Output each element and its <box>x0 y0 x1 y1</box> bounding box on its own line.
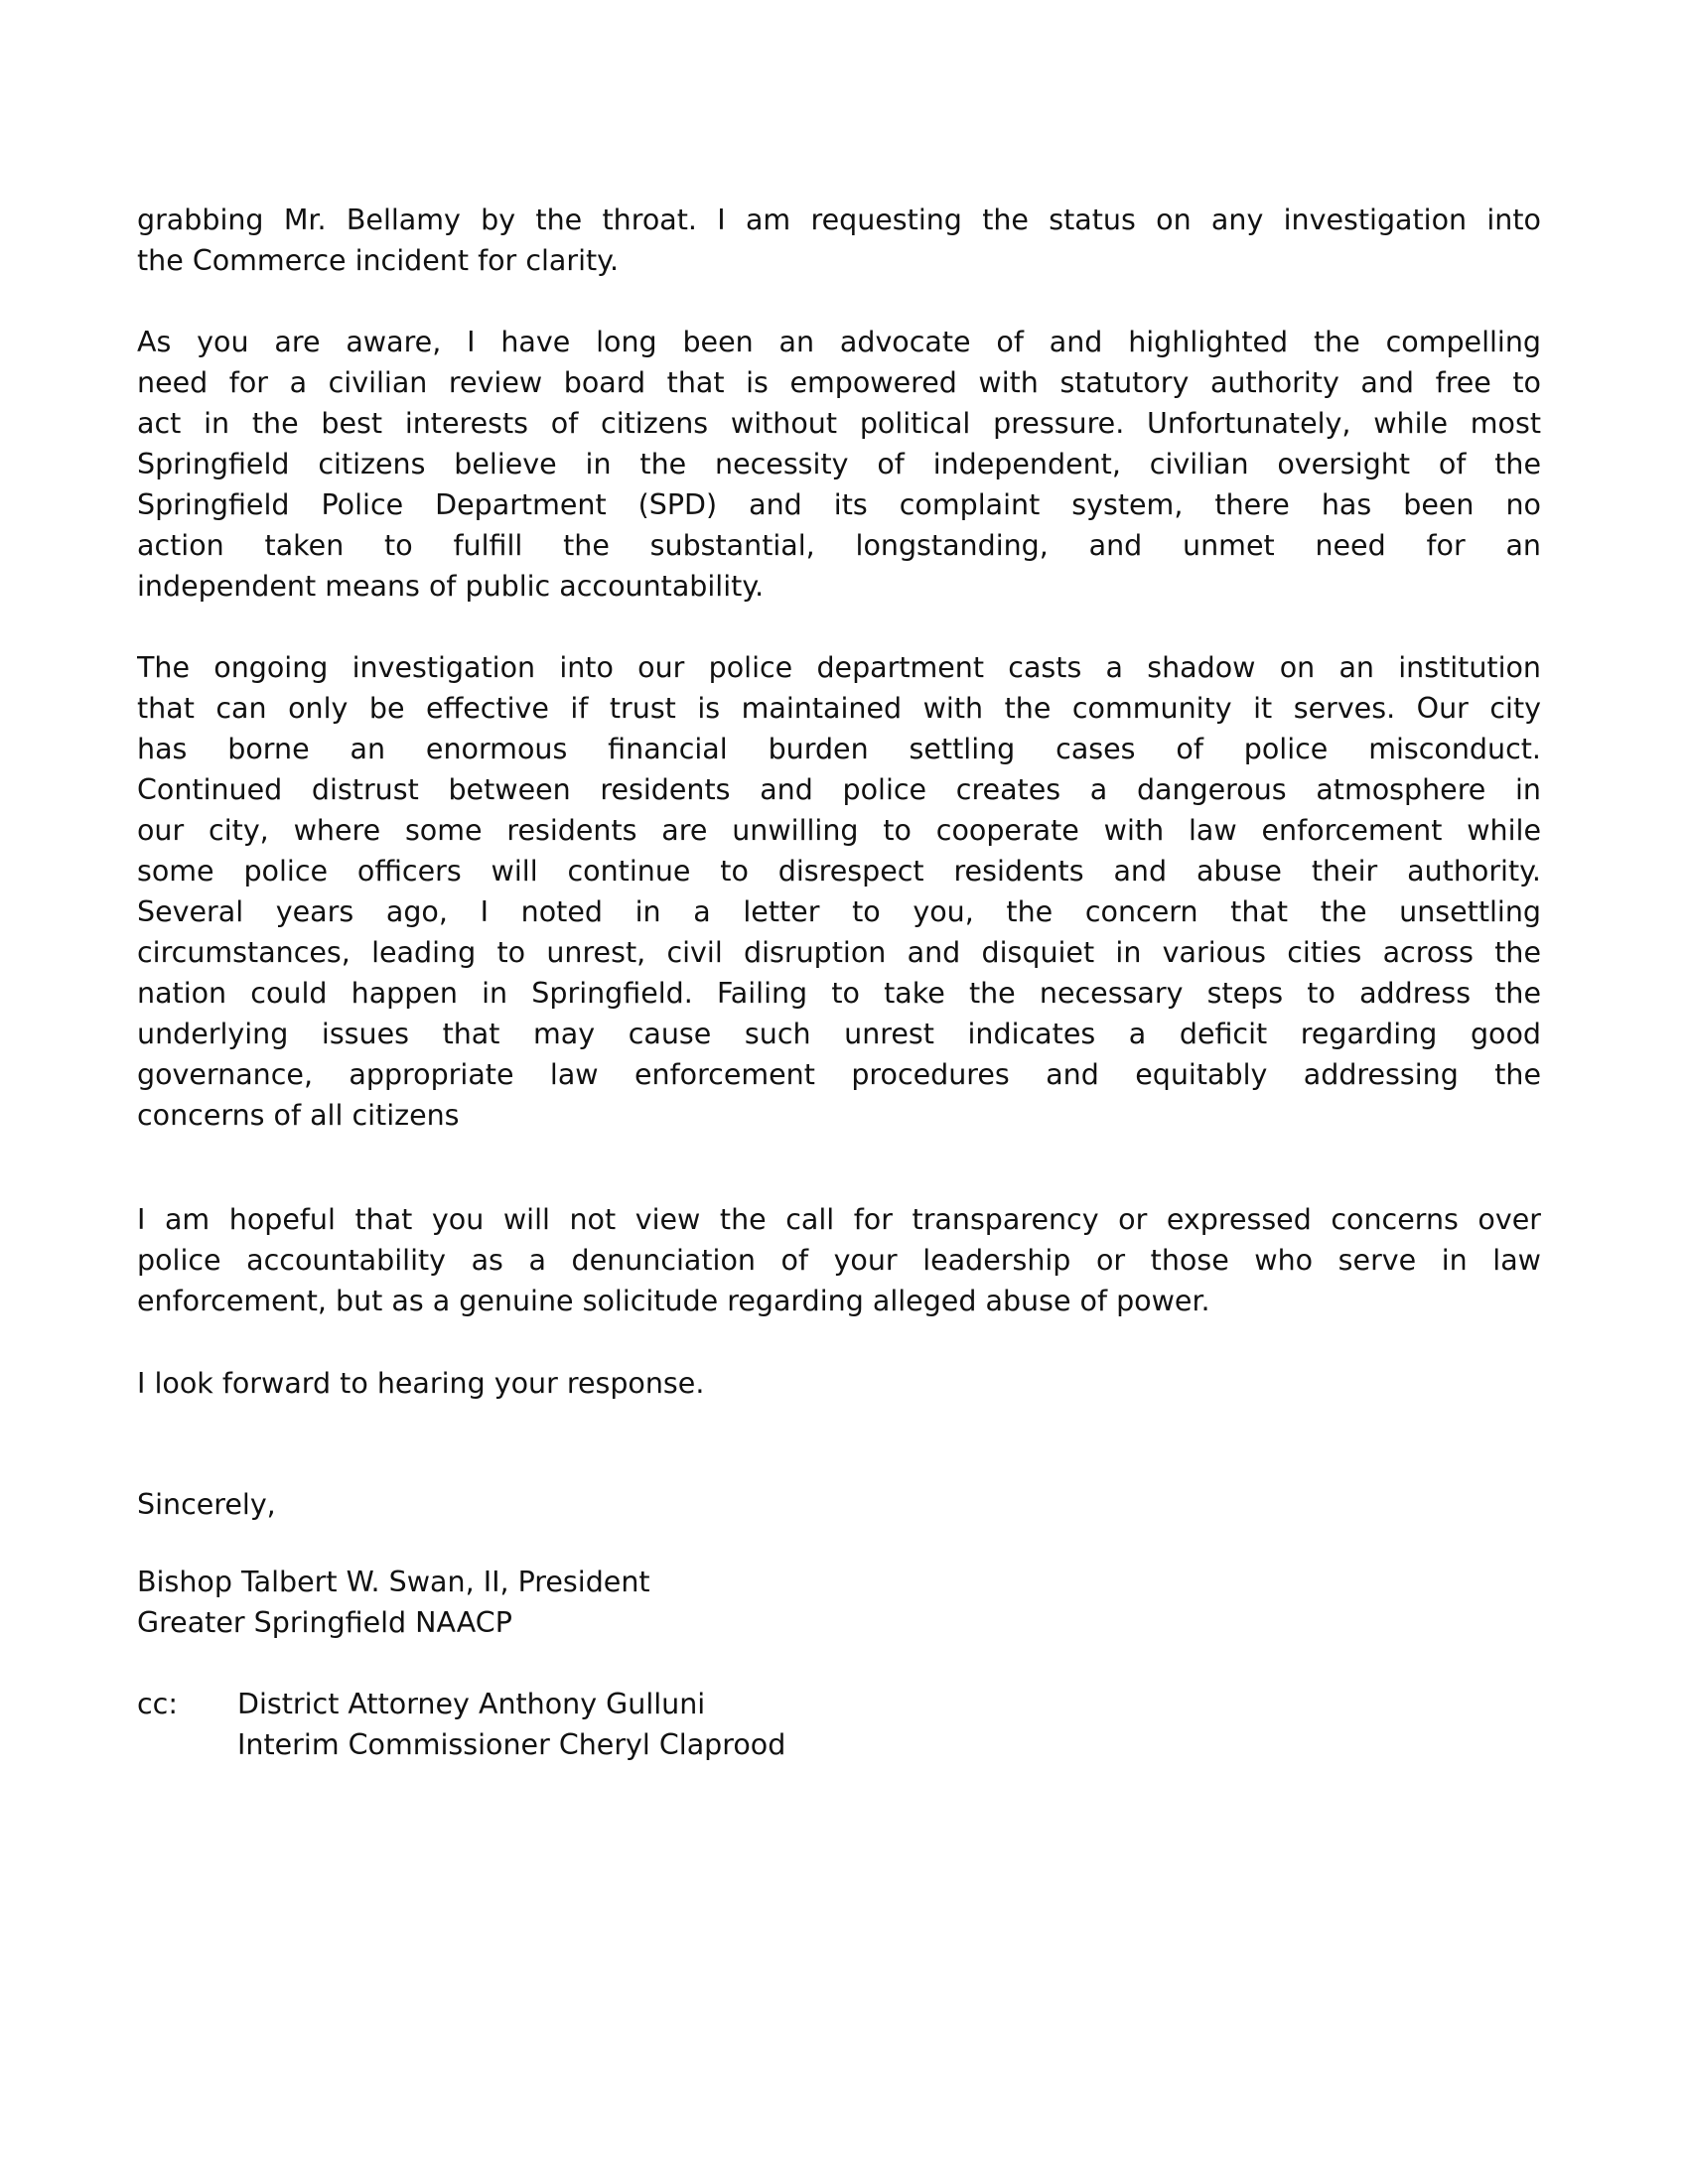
cc-recipient: Interim Commissioner Cheryl Claprood <box>237 1728 786 1761</box>
paragraph-line: concerns of all citizens <box>137 1099 460 1132</box>
paragraph-line: independent means of public accountability. <box>137 570 765 603</box>
paragraph-line: some police officers will continue to disrespect residents and abuse their authority. <box>137 855 1541 887</box>
paragraph-line: Several years ago, I noted in a letter to you, the concern that the unsettling <box>137 895 1541 928</box>
signatory-name-title: Bishop Talbert W. Swan, II, President <box>137 1566 650 1598</box>
paragraph-line: Springfield citizens believe in the necessity of independent, civilian oversight of the <box>137 448 1541 480</box>
paragraph-3 <box>137 647 1541 1136</box>
paragraph-line: act in the best interests of citizens without political pressure. Unfortunately, while most <box>137 407 1541 440</box>
paragraph-line: The ongoing investigation into our police department casts a shadow on an institution <box>137 651 1541 684</box>
closing: Sincerely, <box>137 1488 276 1521</box>
paragraph-1 <box>137 200 1541 281</box>
paragraph-line: grabbing Mr. Bellamy by the throat. I am requesting the status on any investigation into <box>137 204 1541 236</box>
cc-recipient: District Attorney Anthony Gulluni <box>237 1688 706 1720</box>
signatory-organization: Greater Springfield NAACP <box>137 1606 512 1639</box>
paragraph-line: need for a civilian review board that is empowered with statutory authority and free to <box>137 366 1541 399</box>
paragraph-line: As you are aware, I have long been an advocate of and highlighted the compelling <box>137 326 1541 358</box>
paragraph-line: I look forward to hearing your response. <box>137 1367 705 1400</box>
paragraph-2 <box>137 322 1541 607</box>
cc-label: cc: <box>137 1688 178 1720</box>
paragraph-line: underlying issues that may cause such unrest indicates a deficit regarding good <box>137 1018 1541 1050</box>
paragraph-line: nation could happen in Springfield. Failing to take the necessary steps to address the <box>137 977 1541 1010</box>
paragraph-line: I am hopeful that you will not view the call for transparency or expressed concerns over <box>137 1203 1541 1236</box>
paragraph-line: governance, appropriate law enforcement procedures and equitably addressing the <box>137 1058 1541 1091</box>
paragraph-line: has borne an enormous financial burden settling cases of police misconduct. <box>137 733 1541 765</box>
paragraph-5 <box>137 1363 1541 1404</box>
paragraph-line: police accountability as a denunciation of your leadership or those who serve in law <box>137 1244 1541 1277</box>
paragraph-line: the Commerce incident for clarity. <box>137 244 620 277</box>
paragraph-line: that can only be effective if trust is maintained with the community it serves. Our city <box>137 692 1541 725</box>
paragraph-line: Springfield Police Department (SPD) and its complaint system, there has been no <box>137 488 1541 521</box>
paragraph-line: our city, where some residents are unwilling to cooperate with law enforcement while <box>137 814 1541 847</box>
paragraph-line: circumstances, leading to unrest, civil disruption and disquiet in various cities across the <box>137 936 1541 969</box>
paragraph-4 <box>137 1199 1541 1321</box>
paragraph-line: enforcement, but as a genuine solicitude regarding alleged abuse of power. <box>137 1285 1210 1317</box>
paragraph-line: Continued distrust between residents and police creates a dangerous atmosphere in <box>137 773 1541 806</box>
paragraph-line: action taken to fulfill the substantial, longstanding, and unmet need for an <box>137 529 1541 562</box>
